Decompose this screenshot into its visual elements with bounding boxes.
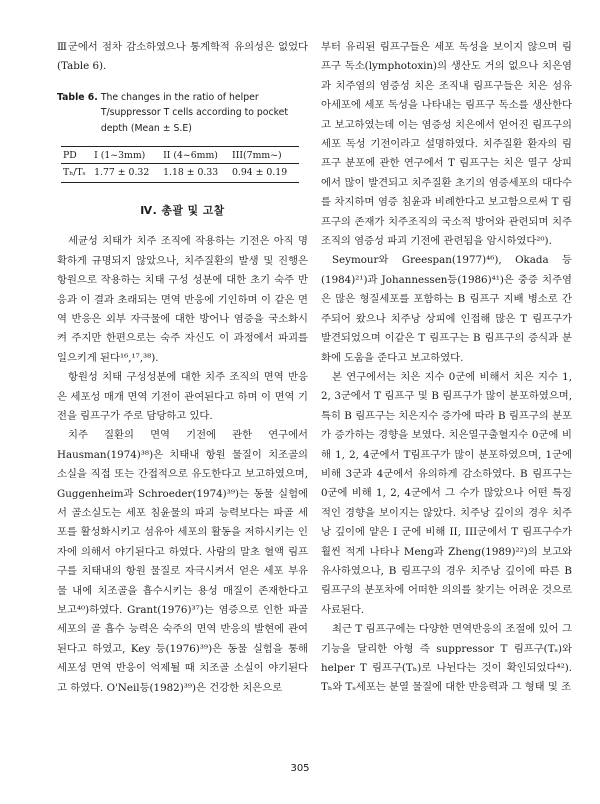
table-label: Table 6.: [57, 91, 98, 103]
page-number: 305: [290, 763, 310, 774]
paragraph: Seymour와 Greespan(1977)⁴⁶), Okada 등(1984)²¹)과 Johannessen등(1986)⁴¹)은 중증 치주염은 많은 형질세포를 포함하는 B 림프구 지배 병소로 간주되어 왔으나 치주낭 상피에 인접해 많은 T 림프구가 발견되었으며 이같은 T 림프구는 B 림프구의 증식과 분화에 도움을 준다고 보고하였다.: [321, 254, 572, 364]
table-caption: [57, 90, 308, 137]
paragraph: 치주 질환의 면역 기전에 관한 연구에서 Hausman(1974)³⁸)은 치태내 항원 물질이 치조골의 소실을 직접 또는 간접적으로 유도한다고 보고하였으며, Guggenheim과 Schroeder(1974)³⁹)는 동물 실험에서 골소실도는 세포 침윤물의 파괴 능력보다는 파골 세포를 활성화시키고 섬유아 세포의 활동을 저하시키는 인자에 의해서 야기된다고 하였다. 사람의 말초 혈액 림프구를 치태내의 항원 물질로 자극시켜서 얻은 세포 부유물 내에 치조골을 흡수시키는 용성 매질이 존재한다고 보고⁴⁰)하였다. Grant(1976)³⁷)는 염증으로 인한 파골 세포의 골 흡수 능력은 숙주의 면역 반응의 발현에 관여 된다고 하였고, Key 등(1976)³⁹)은 동물 실험을 통해 세포성 면역 반응이 억제될 때 치조골 소실이 야기된다고 하였다. O'Neil등(1982)³⁹)은 건강한 치은으로: [57, 429, 308, 694]
cell-group-3: 0.94 ± 0.19: [230, 164, 299, 183]
paragraph: 부터 유리된 림프구들은 세포 독성을 보이지 않으며 림프구 독소(lymphotoxin)의 생산도 거의 없으나 치은염과 치주염의 염증성 치은 조직내 림프구들은 치은 섬유아세포에 세포 독성을 나타내는 림프구 독소를 생산한다고 보고하였는데 이는 염증성 치은에서 얻어진 림프구의 세포 독성 기전이라고 설명하였다. 치주질환 환자의 림프구 분포에 관한 연구에서 T 림프구는 치은 열구 상피에서 많이 발견되고 치주질환 초기의 염증세포의 대다수를 차지하며 염증 침윤과 비례한다고 보고함으로써 T 림프구의 존재가 치주조직의 국소적 방어와 관련되며 치주조직의 염증성 파괴 기전에 관련됨을 암시하였다²⁰).: [321, 41, 572, 248]
table-row: [61, 164, 299, 183]
intro-paragraph: Ⅲ군에서 점차 감소하였으나 통계학적 유의성은 없었다(Table 6).: [57, 41, 308, 73]
left-column: [57, 38, 308, 698]
paragraph: 최근 T 림프구에는 다양한 면역반응의 조절에 있어 그 기능을 달리한 아형 즉 suppressor T 림프구(Tₛ)와 helper T 림프구(Tₕ)로 나뉜다는 것이 확인되었다⁴²). Tₕ와 Tₛ세포는 분열 물질에 대한 반응력과 그 형태 및 조: [321, 623, 572, 694]
header-group-1: I (1~3mm): [92, 147, 161, 164]
header-group-2: II (4~6mm): [161, 147, 230, 164]
table-6: [61, 146, 299, 183]
paragraph: 본 연구에서는 치은 지수 0군에 비해서 치은 지수 1, 2, 3군에서 T 림프구 및 B 림프구가 많이 분포하였으며, 특히 B 림프구는 치은지수 증가에 따라 B 림프구의 분포가 증가하는 경향을 보였다. 치은열구출혈지수 0군에 비해 1, 2, 4군에서 T림프구가 많이 분포하였으며, 1군에 비해 3군과 4군에서 유의하게 감소하였다. B 림프구는 0군에 비해 1, 2, 4군에서 그 수가 많았으나 어떤 특징적인 경향을 보이지는 않았다. 치주낭 깊이의 경우 치주낭 깊이에 얕은 I 군에 비해 II, III군에서 T 림프구수가 훨씬 적게 나타나 Meng과 Zheng(1989)²²)의 보고와 유사하였으나, B 림프구의 경우 치주낭 깊이에 따른 B 림프구의 분포차에 어떠한 의의를 찾기는 어려운 것으로 사료된다.: [321, 370, 572, 616]
paragraph: 세균성 치태가 치주 조직에 작용하는 기전은 아직 명확하게 규명되지 않았으나, 치주질환의 발생 및 진행은 항원으로 작용하는 치태 구성 성분에 대한 초기 숙주 반응과 이 결과 초래되는 면역 반응에 기인하며 이 같은 면역 반응은 외부 자극물에 대한 방어나 염증을 국소화시켜 주지만 한편으로는 숙주 자신도 이 과정에서 파괴를 일으키게 된다¹⁶,¹⁷,³⁸).: [57, 235, 308, 364]
right-column: [321, 38, 572, 698]
table-caption-text: The changes in the ratio of helper T/suppressor T cells according to pocket depth (Mean ± S.E): [100, 91, 288, 134]
header-pd: PD: [61, 147, 92, 164]
paragraph: 항원성 치태 구성성분에 대한 치주 조직의 면역 반응은 세포성 매개 면역 기전이 관여된다고 하며 이 면역 기전을 림프구가 주로 담당하고 있다.: [57, 371, 308, 422]
section-heading: Ⅳ. 총괄 및 고찰: [140, 204, 225, 218]
header-group-3: III(7mm~): [230, 147, 299, 164]
row-label: Tₕ/Tₛ: [61, 164, 92, 183]
table-header-row: [61, 147, 299, 164]
cell-group-1: 1.77 ± 0.32: [92, 164, 161, 183]
cell-group-2: 1.18 ± 0.33: [161, 164, 230, 183]
